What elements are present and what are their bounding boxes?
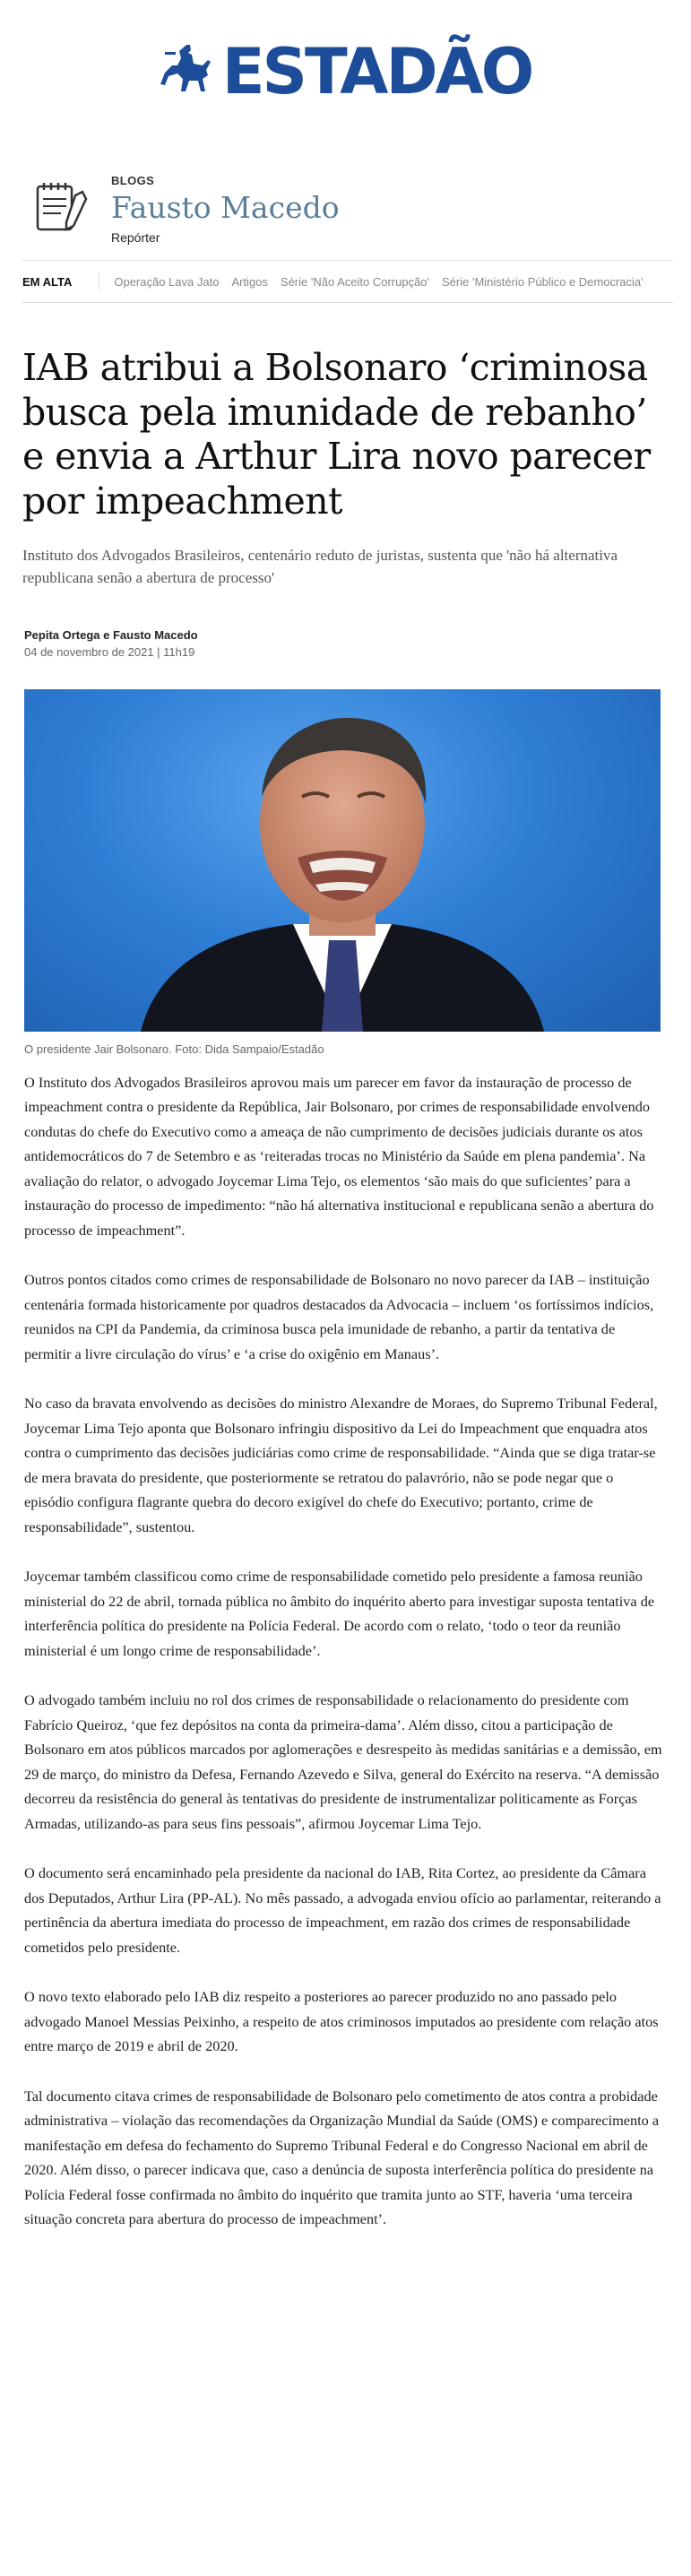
body-paragraph: Outros pontos citados como crimes de responsabilidade de Bolsonaro no novo parecer da IAB – instituição centenária formada historicamente por quadros destacados da Advocacia – incluem ‘os fortíssimos indícios, reunidos na CPI da Pandemia, da criminosa busca pela imunidade de rebanho, a partir da tentativa de permitir a livre circulação do vírus’ e ‘a crise do oxigênio em Manaus’. [24, 1271, 654, 1362]
body-paragraph: O Instituto dos Advogados Brasileiros aprovou mais um parecer em favor da instauração de processo de impeachment contra o presidente da República, Jair Bolsonaro, por crimes de responsabilidade envolvendo condutas do chefe do Executivo como a ameaça de não cumprimento de decisões judiciais durante os atos antidemocráticos do 7 de Setembro e as ‘reiteradas trocas no Ministério da Saúde em plena pandemia’. Na avaliação do relator, o advogado Joycemar Lima Tejo, os elementos ‘são mais do que suficientes’ para a instauração do processo de impedimento: “não há alternativa institucional e republicana senão a abertura do processo de impeachment”. [24, 1073, 654, 1239]
body-paragraph: No caso da bravata envolvendo as decisões do ministro Alexandre de Moraes, do Supremo Tribunal Federal, Joycemar Lima Tejo aponta que Bolsonaro infringiu dispositivo da Lei do Impeachment que enquadra atos contra o cumprimento das decisões judiciárias como crime de responsabilidade. “Ainda que se diga tratar-se de mera bravata do presidente, que posteriormente se retratou do palavrório, não se pode negar que o episódio configura flagrante quebra do decoro exigível do chefe do Executivo; portanto, crime de responsabilidade”, sustentou. [24, 1395, 658, 1535]
article-subhead: Instituto dos Advogados Brasileiros, centenário reduto de juristas, sustenta que 'não há alternativa republicana senão a abertura de processo' [22, 547, 618, 586]
body-paragraph: Tal documento citava crimes de responsabilidade de Bolsonaro pelo cometimento de atos contra a probidade administrativa – violação das recomendações da Organização Mundial da Saúde (OMS) e comparecimento a manifestação em defesa do fechamento do Supremo Tribunal Federal e do Congresso Nacional em abril de 2020. Além disso, o parecer indicava que, caso a denúncia de suposta interferência política do presidente na Polícia Federal fosse confirmada no âmbito do inquérito que tramita junto ao STF, haveria ‘uma terceira situação concreta para abertura do processo de impeachment’. [24, 2087, 660, 2228]
article-photo[interactable] [24, 689, 661, 1032]
body-paragraph: Joycemar também classificou como crime de responsabilidade cometido pelo presidente a famosa reunião ministerial do 22 de abril, tornada pública no âmbito do inquérito aberto para investigar suposta tentativa de interferência política do presidente na Polícia Federal. De acordo com o relato, ‘todo o teor da reunião ministerial é um longo crime de responsabilidade’. [24, 1568, 655, 1659]
nav-item-lava-jato[interactable]: Operação Lava Jato [114, 274, 220, 289]
blog-kicker[interactable]: BLOGS [111, 174, 155, 187]
photo-caption: O presidente Jair Bolsonaro. Foto: Dida Sampaio/Estadão [24, 1042, 324, 1056]
byline [24, 628, 691, 659]
notepad-pencil-icon [29, 176, 91, 238]
body-paragraph: O documento será encaminhado pela presidente da nacional do IAB, Rita Cortez, ao presidente da Câmara dos Deputados, Arthur Lira (PP-AL). No mês passado, a advogada enviou ofício ao parlamentar, reiterando a pertinência da abertura imediata do processo de impeachment, em razão dos crimes de responsabilidade cometidos pelo presidente. [24, 1864, 661, 1956]
estadao-logo[interactable] [160, 35, 532, 108]
president-portrait-image [24, 689, 661, 1032]
nav-item-ministerio-publico[interactable]: Série 'Ministério Público e Democracia' [442, 274, 643, 289]
body-paragraph: O novo texto elaborado pelo IAB diz respeito a posteriores ao parecer produzido no ano passado pelo advogado Manoel Messias Peixinho, a respeito de atos criminosos imputados ao presidente com relação atos entre março de 2019 e abril de 2020. [24, 1988, 659, 2055]
blog-header [29, 170, 691, 260]
horse-rider-icon [160, 43, 215, 100]
article [0, 346, 691, 2232]
blog-title[interactable]: Fausto Macedo [111, 190, 340, 225]
masthead [0, 0, 691, 143]
byline-date: 04 de novembro de 2021 | 11h19 [24, 644, 195, 659]
blog-text [111, 170, 340, 245]
article-body [24, 1070, 664, 2232]
nav-item-nao-aceito-corrupcao[interactable]: Série 'Não Aceito Corrupção' [280, 274, 430, 289]
nav-item-artigos[interactable]: Artigos [231, 274, 268, 289]
byline-authors: Pepita Ortega e Fausto Macedo [24, 627, 198, 642]
blog-role: Repórter [111, 229, 160, 245]
trending-label: EM ALTA [22, 274, 73, 289]
logo-text: ESTADÃO [221, 35, 532, 108]
article-headline: IAB atribui a Bolsonaro ‘criminosa busca pela imunidade de rebanho’ e envia a Arthur Lira novo parecer por impeachment [22, 346, 651, 523]
trending-nav [22, 260, 673, 303]
body-paragraph: O advogado também incluiu no rol dos crimes de responsabilidade o relacionamento do presidente com Fabrício Queiroz, ‘que fez depósitos na conta da primeira-dama’. Além disso, citou a participação de Bolsonaro em atos públicos marcados por aglomerações e desrespeito às medidas sanitárias e a demissão, em 29 de março, do ministro da Defesa, Fernando Azevedo e Silva, general do Exército na reserva. “A demissão decorreu da resistência do general às tentativas do presidente de instrumentalizar politicamente as Forças Armadas, utilizando-as para seus fins pessoais”, afirmou Joycemar Lima Tejo. [24, 1691, 662, 1832]
